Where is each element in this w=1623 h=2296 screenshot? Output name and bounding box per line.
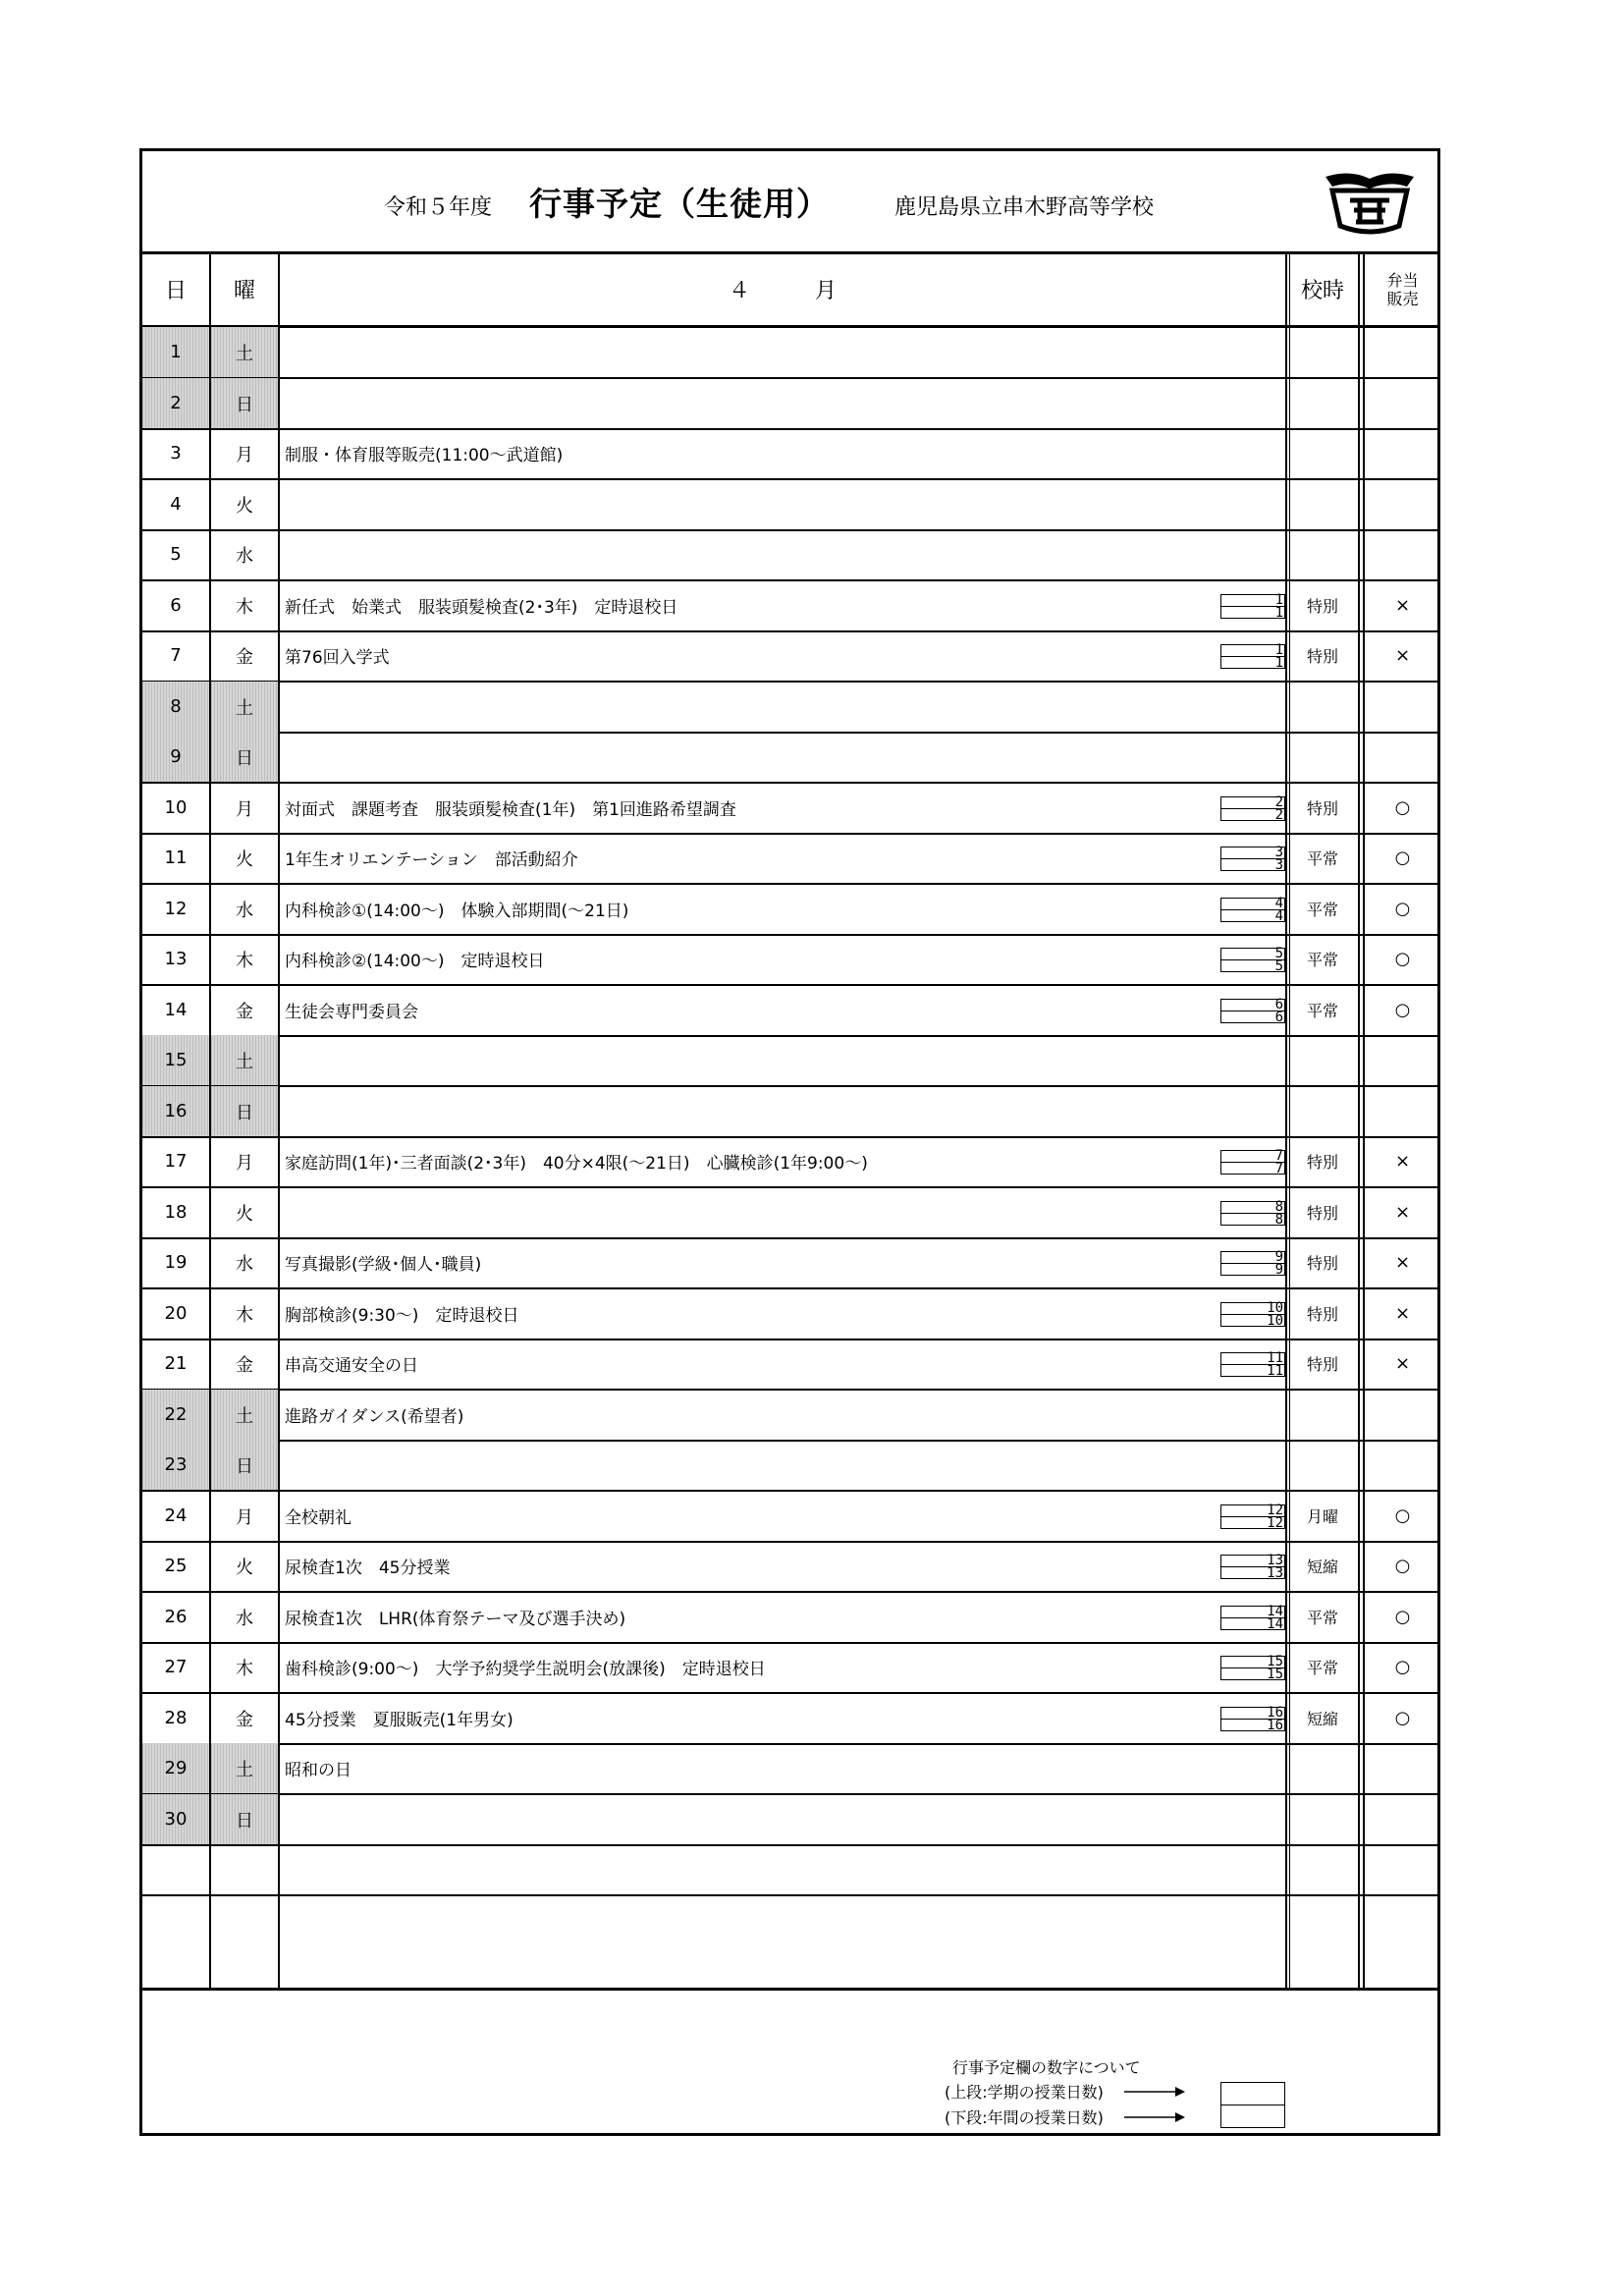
term-day-count: 2 [1274, 794, 1283, 810]
legend-lower: (下段:年間の授業日数) [945, 2108, 1104, 2127]
bento-cell: × [1394, 1151, 1411, 1172]
table-row [142, 732, 1437, 782]
event-cell: 1年生オリエンテーション 部活動紹介 [285, 850, 578, 870]
term-day-count: 8 [1274, 1199, 1283, 1215]
period-cell: 特別 [1306, 799, 1338, 818]
bento-cell [1365, 1390, 1440, 1440]
table-bottom-border [142, 1988, 1437, 1991]
term-day-count: 16 [1267, 1705, 1283, 1721]
bento-cell: ○ [1394, 1000, 1411, 1020]
class-day-counter [1220, 1707, 1285, 1735]
day-cell: 1 [142, 327, 209, 377]
weekday-cell [211, 1844, 278, 1894]
legend-upper: (上段:学期の授業日数) [945, 2083, 1104, 2102]
bento-cell: × [1394, 595, 1411, 616]
period-cell: 特別 [1306, 1305, 1338, 1324]
weekday-cell: 金 [236, 1001, 253, 1022]
day-cell: 26 [164, 1607, 188, 1627]
event-cell: 進路ガイダンス(希望者) [285, 1407, 464, 1427]
school-name: 鹿児島県立串木野高等学校 [894, 195, 1155, 220]
bento-cell [1365, 1844, 1440, 1894]
term-day-count: 1 [1274, 642, 1283, 658]
bento-cell [1365, 529, 1440, 579]
year-day-count: 5 [1274, 958, 1283, 974]
class-day-counter [1220, 1251, 1285, 1280]
period-cell: 平常 [1306, 901, 1338, 919]
year-day-count: 11 [1267, 1363, 1283, 1379]
day-cell: 3 [170, 443, 182, 464]
day-cell: 18 [164, 1202, 188, 1223]
bento-cell [1365, 479, 1440, 529]
class-day-counter [1220, 948, 1285, 976]
bento-cell: × [1394, 645, 1411, 666]
weekday-cell: 木 [236, 950, 253, 971]
bento-cell: ○ [1394, 1505, 1411, 1526]
column-header-row [142, 251, 1437, 327]
period-cell: 特別 [1306, 597, 1338, 616]
class-day-counter [1220, 1302, 1285, 1331]
day-cell: 19 [164, 1252, 188, 1273]
table-row [142, 1237, 1437, 1287]
period-cell [1287, 529, 1358, 579]
class-day-counter [1220, 1150, 1285, 1178]
title-bar [142, 151, 1437, 254]
event-cell: 昭和の日 [285, 1761, 352, 1780]
col-bento-header [1365, 251, 1440, 327]
day-cell: 10 [164, 797, 188, 818]
day-cell: 27 [164, 1657, 188, 1677]
school-emblem-icon [1321, 167, 1419, 236]
weekday-cell: 日 [211, 1794, 278, 1844]
weekday-cell: 火 [236, 1557, 253, 1578]
day-cell: 30 [142, 1794, 209, 1844]
term-day-count: 11 [1267, 1350, 1283, 1366]
weekday-cell: 日 [211, 1440, 278, 1490]
bento-cell: ○ [1394, 1607, 1411, 1627]
table-row [142, 783, 1437, 833]
table-row [142, 580, 1437, 630]
table-row [142, 1187, 1437, 1237]
bento-cell: × [1394, 1202, 1411, 1223]
fiscal-year: 令和５年度 [384, 195, 493, 220]
event-cell: 内科検診①(14:00～) 体験入部期間(～21日) [285, 902, 629, 921]
table-row [142, 1086, 1437, 1136]
weekday-cell: 火 [236, 848, 253, 870]
table-row [142, 1743, 1437, 1793]
weekday-cell: 木 [236, 1658, 253, 1679]
day-cell: 16 [142, 1086, 209, 1136]
class-day-counter [1220, 594, 1285, 623]
bento-cell [1365, 682, 1440, 732]
bento-cell: ○ [1394, 1708, 1411, 1728]
period-cell [1287, 1035, 1358, 1085]
weekday-cell: 土 [211, 1390, 278, 1440]
weekday-cell: 水 [236, 900, 253, 921]
table-row [142, 1288, 1437, 1339]
table-row [142, 934, 1437, 984]
weekday-cell: 日 [211, 378, 278, 428]
period-cell [1287, 1440, 1358, 1490]
class-day-counter [1220, 644, 1285, 673]
bento-cell: ○ [1394, 1556, 1411, 1576]
table-row [142, 1440, 1437, 1490]
legend-box-upper [1220, 2082, 1285, 2105]
day-cell: 12 [164, 899, 188, 919]
weekday-cell: 金 [236, 646, 253, 668]
schedule-sheet [139, 148, 1440, 2136]
year-day-count: 7 [1274, 1161, 1283, 1176]
weekday-cell: 火 [236, 495, 253, 517]
day-cell: 6 [170, 595, 182, 616]
weekday-cell: 月 [236, 798, 253, 820]
year-day-count: 12 [1267, 1515, 1283, 1531]
weekday-cell: 土 [211, 1035, 278, 1085]
year-day-count: 16 [1267, 1718, 1283, 1733]
weekday-cell: 日 [211, 1086, 278, 1136]
term-day-count: 3 [1274, 845, 1283, 860]
period-cell: 短縮 [1306, 1710, 1338, 1728]
col-bento-label: 弁当販売 [1386, 270, 1419, 308]
weekday-cell: 木 [236, 1304, 253, 1326]
day-cell: 20 [164, 1303, 188, 1324]
table-row [142, 327, 1437, 377]
class-day-counter [1220, 1352, 1285, 1381]
weekday-cell: 土 [211, 682, 278, 732]
bento-cell: ○ [1394, 1657, 1411, 1677]
bento-cell [1365, 378, 1440, 428]
table-row [142, 1136, 1437, 1186]
table-row [142, 428, 1437, 478]
year-day-count: 9 [1274, 1262, 1283, 1278]
period-cell: 平常 [1306, 1659, 1338, 1677]
period-cell [1287, 1743, 1358, 1793]
page-title: 行事予定（生徒用） [529, 185, 830, 223]
legend-title: 行事予定欄の数字について [952, 2058, 1141, 2077]
table-row [142, 1693, 1437, 1743]
year-day-count: 1 [1274, 655, 1283, 671]
day-cell: 25 [164, 1556, 188, 1576]
term-day-count: 7 [1274, 1148, 1283, 1164]
bento-cell: ○ [1394, 899, 1411, 919]
period-cell: 特別 [1306, 1204, 1338, 1223]
event-cell: 制服・体育服等販売(11:00～武道館) [285, 446, 564, 465]
class-day-counter [1220, 847, 1285, 875]
bento-cell [1365, 1440, 1440, 1490]
period-cell: 平常 [1306, 1002, 1338, 1020]
period-cell [1287, 732, 1358, 782]
year-day-count: 3 [1274, 857, 1283, 873]
class-day-counter [1220, 1656, 1285, 1684]
weekday-cell: 月 [236, 1506, 253, 1528]
bento-cell: × [1394, 1252, 1411, 1273]
bento-cell [1365, 732, 1440, 782]
day-cell: 7 [170, 645, 182, 666]
table-row [142, 1541, 1437, 1591]
period-cell [1287, 682, 1358, 732]
year-day-count: 15 [1267, 1667, 1283, 1682]
period-cell: 平常 [1306, 849, 1338, 868]
year-day-count: 13 [1267, 1565, 1283, 1581]
weekday-cell: 木 [236, 596, 253, 618]
table-row [142, 1339, 1437, 1389]
year-day-count: 10 [1267, 1313, 1283, 1329]
class-day-counter [1220, 898, 1285, 926]
year-day-count: 6 [1274, 1010, 1283, 1025]
day-cell: 24 [164, 1505, 188, 1526]
event-cell: 全校朝礼 [285, 1508, 352, 1528]
col-day-header: 日 [164, 279, 187, 303]
day-cell: 28 [164, 1708, 188, 1728]
period-cell [1287, 378, 1358, 428]
class-day-counter [1220, 1504, 1285, 1533]
term-day-count: 6 [1274, 997, 1283, 1012]
period-cell: 平常 [1306, 1609, 1338, 1627]
weekday-cell: 水 [236, 1253, 253, 1275]
class-day-counter [1220, 999, 1285, 1027]
bento-cell [1365, 327, 1440, 377]
table-row [142, 529, 1437, 579]
period-cell [1287, 428, 1358, 478]
table-row [142, 1035, 1437, 1085]
table-row [142, 1390, 1437, 1440]
day-cell: 4 [170, 494, 182, 515]
row-divider [142, 1894, 1437, 1896]
weekday-cell: 月 [236, 444, 253, 465]
period-cell [1287, 1390, 1358, 1440]
term-day-count: 4 [1274, 896, 1283, 911]
day-cell: 2 [142, 378, 209, 428]
table-row [142, 479, 1437, 529]
event-cell: 尿検査1次 LHR(体育祭テーマ及び選手決め) [285, 1610, 626, 1629]
term-day-count: 1 [1274, 592, 1283, 608]
bento-cell: ○ [1394, 797, 1411, 818]
day-cell: 15 [142, 1035, 209, 1085]
day-cell: 23 [142, 1440, 209, 1490]
table-row [142, 682, 1437, 732]
table-row [142, 1794, 1437, 1844]
event-cell: 第76回入学式 [285, 648, 390, 668]
weekday-cell: 金 [236, 1709, 253, 1730]
period-cell: 特別 [1306, 1254, 1338, 1273]
table-row [142, 378, 1437, 428]
day-cell: 9 [142, 732, 209, 782]
event-cell: 新任式 始業式 服装頭髪検査(2･3年) 定時退校日 [285, 598, 678, 618]
period-cell [1287, 1844, 1358, 1894]
period-cell [1287, 327, 1358, 377]
day-cell: 22 [142, 1390, 209, 1440]
day-cell: 13 [164, 949, 188, 969]
event-cell: 写真撮影(学級･個人･職員) [285, 1255, 482, 1275]
bento-cell [1365, 428, 1440, 478]
weekday-cell: 水 [236, 545, 253, 567]
year-day-count: 8 [1274, 1212, 1283, 1228]
class-day-counter [1220, 796, 1285, 825]
bento-cell [1365, 1035, 1440, 1085]
col-dow-header: 曜 [233, 279, 255, 303]
bento-cell [1365, 1743, 1440, 1793]
event-cell: 尿検査1次 45分授業 [285, 1558, 451, 1578]
period-cell: 特別 [1306, 1153, 1338, 1172]
table-row [142, 884, 1437, 934]
table-row [142, 1642, 1437, 1692]
weekday-cell: 水 [236, 1608, 253, 1629]
event-cell: 串高交通安全の日 [285, 1356, 418, 1376]
period-cell: 特別 [1306, 1355, 1338, 1374]
bento-cell [1365, 1086, 1440, 1136]
period-cell: 平常 [1306, 951, 1338, 969]
term-day-count: 5 [1274, 946, 1283, 961]
year-day-count: 14 [1267, 1616, 1283, 1632]
bento-cell: ○ [1394, 847, 1411, 868]
weekday-cell: 日 [211, 732, 278, 782]
weekday-cell: 火 [236, 1203, 253, 1225]
event-cell: 生徒会専門委員会 [285, 1003, 418, 1022]
table-row [142, 1491, 1437, 1541]
table-row [142, 1592, 1437, 1642]
day-cell: 21 [164, 1353, 188, 1374]
bento-cell: × [1394, 1353, 1411, 1374]
weekday-cell: 土 [211, 1743, 278, 1793]
weekday-cell: 月 [236, 1152, 253, 1174]
event-cell: 歯科検診(9:00～) 大学予約奨学生説明会(放課後) 定時退校日 [285, 1660, 766, 1679]
legend-box-lower [1220, 2105, 1285, 2128]
class-day-counter [1220, 1606, 1285, 1634]
legend-arrows [1124, 2078, 1197, 2131]
period-cell [1287, 479, 1358, 529]
event-cell: 45分授業 夏服販売(1年男女) [285, 1711, 514, 1730]
period-cell: 月曜 [1306, 1507, 1338, 1526]
term-day-count: 15 [1267, 1654, 1283, 1669]
col-month-header: ４ 月 [728, 279, 837, 303]
day-cell: 14 [164, 1000, 188, 1020]
weekday-cell: 金 [236, 1354, 253, 1376]
term-day-count: 14 [1267, 1604, 1283, 1619]
bento-cell: ○ [1394, 949, 1411, 969]
day-cell: 29 [142, 1743, 209, 1793]
term-day-count: 12 [1267, 1503, 1283, 1518]
period-cell [1287, 1086, 1358, 1136]
term-day-count: 9 [1274, 1249, 1283, 1265]
table-row [142, 985, 1437, 1035]
table-row [142, 630, 1437, 681]
year-day-count: 2 [1274, 807, 1283, 823]
period-cell [1287, 1794, 1358, 1844]
day-cell: 11 [164, 847, 188, 868]
bento-cell [1365, 1794, 1440, 1844]
class-day-counter [1220, 1201, 1285, 1230]
period-cell: 特別 [1306, 647, 1338, 666]
day-cell [142, 1844, 209, 1894]
period-cell: 短縮 [1306, 1558, 1338, 1576]
term-day-count: 13 [1267, 1553, 1283, 1568]
day-cell: 5 [170, 544, 182, 565]
day-cell: 17 [164, 1151, 188, 1172]
year-day-count: 4 [1274, 908, 1283, 924]
table-row [142, 833, 1437, 883]
class-day-counter [1220, 1555, 1285, 1583]
event-cell: 内科検診②(14:00～) 定時退校日 [285, 952, 545, 971]
bento-cell: × [1394, 1303, 1411, 1324]
table-row [142, 1844, 1437, 1894]
year-day-count: 1 [1274, 605, 1283, 621]
term-day-count: 10 [1267, 1300, 1283, 1316]
event-cell: 対面式 課題考査 服装頭髪検査(1年) 第1回進路希望調査 [285, 800, 736, 820]
day-cell: 8 [142, 682, 209, 732]
event-cell: 家庭訪問(1年)･三者面談(2･3年) 40分×4限(～21日) 心臓検診(1年9:00～) [285, 1154, 868, 1174]
weekday-cell: 土 [211, 327, 278, 377]
col-period-header: 校時 [1300, 279, 1344, 303]
event-cell: 胸部検診(9:30～) 定時退校日 [285, 1306, 519, 1326]
